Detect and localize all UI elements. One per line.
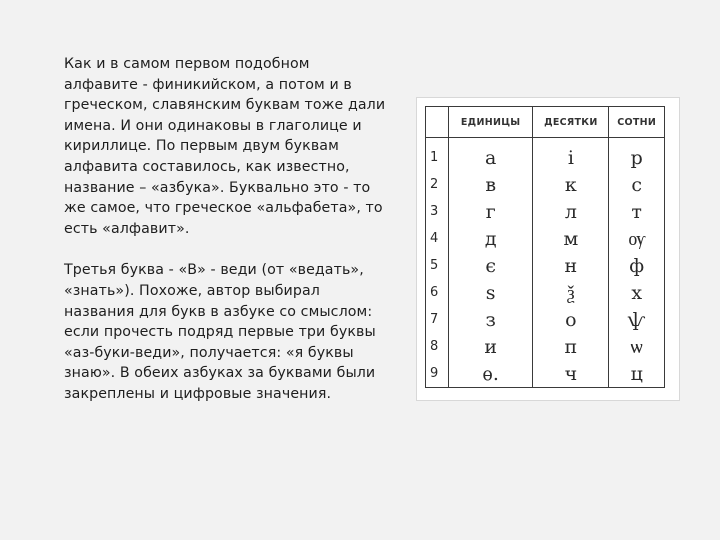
- table-row: [426, 171, 665, 198]
- hundreds-letter: ѹ: [609, 225, 665, 252]
- tens-letter: ч: [533, 360, 609, 388]
- table-row: [426, 198, 665, 225]
- table-row: [426, 279, 665, 306]
- hundreds-letter: ѡ: [609, 333, 665, 360]
- tens-letter: п: [533, 333, 609, 360]
- paragraph-vedi: Третья буква - «В» - веди (от «ведать», «знать»). Похоже, автор выбирал названия для букв в азбуке со смыслом: если прочесть подряд первые три буквы «аз-буки-веди», получается: «я буквы знаю». В обеих азбуках за буквами были закреплены и цифровые значения.: [64, 262, 376, 402]
- hundreds-letter: ѱ: [609, 306, 665, 333]
- row-number: 3: [426, 198, 449, 225]
- hundreds-letter: ц: [609, 360, 665, 388]
- units-letter: s: [449, 279, 533, 306]
- units-letter: д: [449, 225, 533, 252]
- table-row: [426, 360, 665, 388]
- header-tens: ДЕСЯТКИ: [533, 107, 609, 138]
- units-letter: в: [449, 171, 533, 198]
- units-letter: а: [449, 138, 533, 172]
- hundreds-letter: р: [609, 138, 665, 172]
- table-row: [426, 225, 665, 252]
- row-number: 9: [426, 360, 449, 388]
- units-letter: з: [449, 306, 533, 333]
- row-number: 8: [426, 333, 449, 360]
- table-row: [426, 252, 665, 279]
- units-letter: є: [449, 252, 533, 279]
- tens-letter: ѯ: [533, 279, 609, 306]
- row-number: 7: [426, 306, 449, 333]
- tens-letter: о: [533, 306, 609, 333]
- table-row: [426, 138, 665, 172]
- table-row: [426, 306, 665, 333]
- header-units: ЕДИНИЦЫ: [449, 107, 533, 138]
- hundreds-letter: х: [609, 279, 665, 306]
- hundreds-letter: с: [609, 171, 665, 198]
- hundreds-letter: т: [609, 198, 665, 225]
- header-hundreds: СОТНИ: [609, 107, 665, 138]
- row-number: 6: [426, 279, 449, 306]
- units-letter: г: [449, 198, 533, 225]
- tens-letter: к: [533, 171, 609, 198]
- paragraph-alphabet-names: Как и в самом первом подобном алфавите - финикийском, а потом и в греческом, славянским буквам тоже дали имена. И они одинаковы в глаголице и кириллице. По первым двум буквам алфавита составилось, как известно, название – «азбука». Буквально это - то же самое, что греческое «альфабета», то есть «алфавит».: [64, 56, 386, 237]
- hundreds-letter: ф: [609, 252, 665, 279]
- row-number: 1: [426, 138, 449, 172]
- units-letter: и: [449, 333, 533, 360]
- table-header-row: [426, 107, 665, 138]
- tens-letter: н: [533, 252, 609, 279]
- header-corner: [426, 107, 449, 138]
- tens-letter: м: [533, 225, 609, 252]
- row-number: 5: [426, 252, 449, 279]
- tens-letter: і: [533, 138, 609, 172]
- table-row: [426, 333, 665, 360]
- numerals-table: [425, 106, 665, 388]
- numerals-table-image: [416, 97, 680, 401]
- body-text: [64, 54, 394, 405]
- units-letter: ѳ.: [449, 360, 533, 388]
- tens-letter: л: [533, 198, 609, 225]
- row-number: 2: [426, 171, 449, 198]
- row-number: 4: [426, 225, 449, 252]
